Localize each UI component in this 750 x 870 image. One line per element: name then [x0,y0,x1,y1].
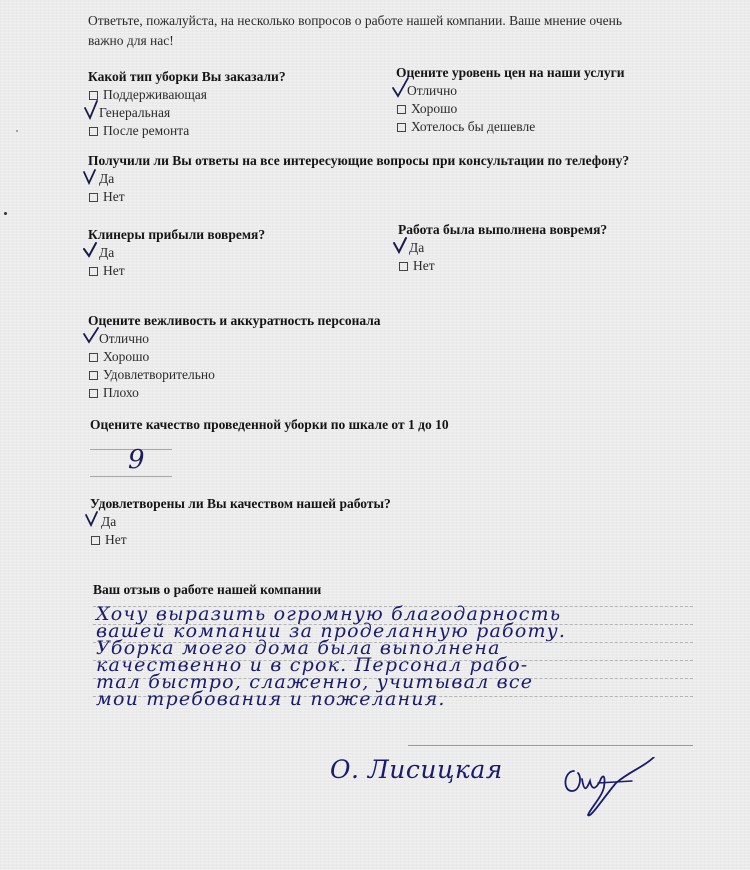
feedback-line-2: вашей компании за проделанную работу. [96,620,567,642]
option-yes[interactable] [90,513,391,531]
signature-line [408,745,693,746]
checkbox-empty-icon[interactable] [397,105,406,114]
question-cleaning-type [88,68,286,140]
option-label: Отлично [99,331,150,346]
feedback-line-4: качественно и в срок. Персонал рабо- [96,654,529,676]
feedback-line-5: тал быстро, слаженно, учитывал все [96,671,534,693]
signature-name: О. Лисицкая [330,755,503,784]
option-label: Хотелось бы дешевле [411,119,536,134]
option-excellent[interactable] [88,330,381,348]
question-satisfaction [90,495,391,549]
option-yes[interactable] [398,239,607,257]
option-label: Нет [105,532,127,547]
feedback-line-6: мои требования и пожелания. [96,688,446,710]
checkbox-empty-icon[interactable] [89,91,98,100]
option-after-renovation[interactable] [88,122,286,140]
checkmark-icon[interactable] [392,81,406,95]
option-good[interactable] [396,100,625,118]
option-label: Отлично [407,83,458,98]
checkmark-icon[interactable] [84,243,98,257]
checkmark-icon[interactable] [84,329,98,343]
checkbox-empty-icon[interactable] [399,262,408,271]
option-label: Нет [103,189,125,204]
checkmark-icon[interactable] [84,169,98,183]
option-label: Нет [413,258,435,273]
rating-input[interactable] [90,445,172,477]
scan-speck [4,212,7,215]
option-label: Поддерживающая [103,87,208,102]
question-title: Получили ли Вы ответы на все интересующие вопросы при консультации по телефону? [88,153,630,168]
question-title: Работа была выполнена вовремя? [398,222,608,237]
feedback-title: Ваш отзыв о работе нашей компании [93,582,322,597]
option-good[interactable] [88,348,381,366]
option-maintenance[interactable] [88,86,286,104]
rating-value: 9 [128,445,145,475]
question-staff-politeness [88,312,381,402]
option-label: Удовлетворительно [103,367,215,382]
question-title: Удовлетворены ли Вы качеством нашей работы? [90,496,391,511]
option-label: Плохо [103,385,139,400]
feedback-textarea[interactable] [96,603,567,710]
option-label: Нет [103,263,125,278]
question-title: Оцените уровень цен на наши услуги [396,65,625,80]
checkbox-empty-icon[interactable] [397,123,406,132]
checkbox-empty-icon[interactable] [89,193,98,202]
option-excellent[interactable] [396,82,625,100]
question-work-on-time [398,221,607,275]
question-title: Оцените вежливость и аккуратность персонала [88,313,381,328]
option-label: Хорошо [103,349,150,364]
option-satisfactory[interactable] [88,366,381,384]
question-title: Клинеры прибыли вовремя? [88,227,266,242]
intro-text [88,11,728,51]
option-yes[interactable] [88,244,265,262]
option-bad[interactable] [88,384,381,402]
checkmark-icon[interactable] [86,512,100,526]
checkbox-empty-icon[interactable] [89,389,98,398]
option-no[interactable] [88,188,629,206]
checkbox-empty-icon[interactable] [89,267,98,276]
option-label: Да [101,514,117,529]
checkbox-empty-icon[interactable] [89,353,98,362]
checkmark-icon[interactable] [84,103,98,117]
question-phone-consultation [88,152,629,206]
option-no[interactable] [88,262,265,280]
option-label: Генеральная [99,105,171,120]
question-cleaners-on-time [88,226,265,280]
intro-line-2: важно для нас! [88,33,174,48]
option-no[interactable] [90,531,391,549]
option-general[interactable] [88,104,286,122]
question-quality-rating-title: Оцените качество проведенной уборки по шкале от 1 до 10 [90,417,449,432]
option-yes[interactable] [88,170,629,188]
option-label: Да [99,245,115,260]
intro-line-1: Ответьте, пожалуйста, на несколько вопросов о работе нашей компании. Ваше мнение очень [88,13,622,28]
option-label: Да [99,171,115,186]
checkmark-icon[interactable] [394,238,408,252]
checkbox-empty-icon[interactable] [89,371,98,380]
option-label: Да [409,240,425,255]
checkbox-empty-icon[interactable] [89,127,98,136]
feedback-line-3: Уборка моего дома была выполнена [96,637,501,659]
signature-scribble-icon [560,757,660,832]
option-no[interactable] [398,257,607,275]
option-label: Хорошо [411,101,458,116]
option-cheaper[interactable] [396,118,625,136]
question-title: Какой тип уборки Вы заказали? [88,69,286,84]
feedback-line-1: Хочу выразить огромную благодарность [96,603,562,625]
checkbox-empty-icon[interactable] [91,536,100,545]
question-price-level [396,64,625,136]
scan-speck [16,130,18,132]
option-label: После ремонта [103,123,190,138]
